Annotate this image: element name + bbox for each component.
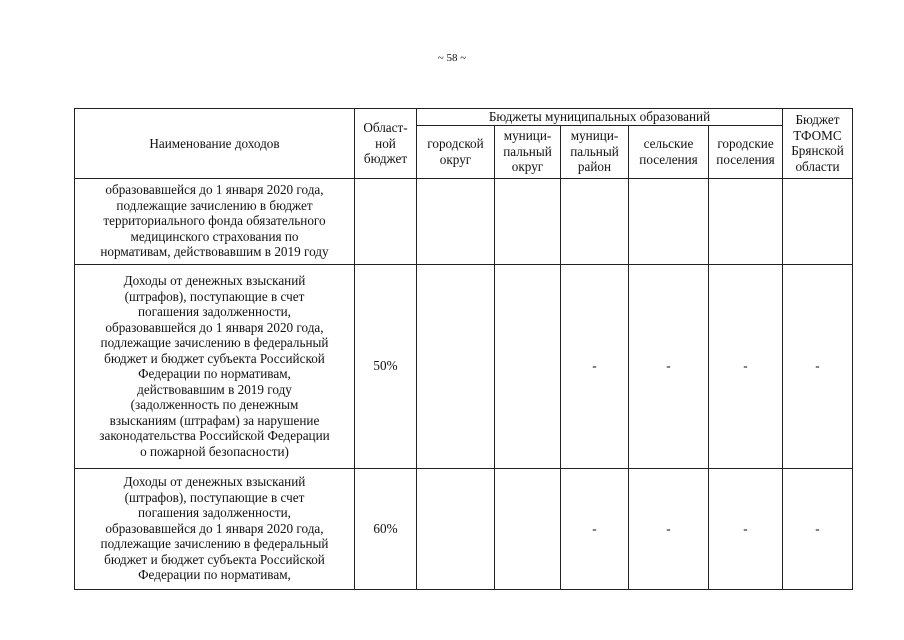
- header-regional-budget: Област- ной бюджет: [355, 109, 417, 179]
- income-name-cell: Доходы от денежных взысканий (штрафов), поступающие в счет погашения задолженности, образовавшейся до 1 января 2020 года, подлежащие зачислению в федеральный бюджет и бюджет субъекта Российской Федерации по нормативам, действовавшим в 2019 году (задолженность по денежным взысканиям (штрафам) за нарушение законодательства Российской Федерации о пожарной безопасности): [75, 264, 355, 468]
- income-distribution-table: [74, 108, 853, 590]
- rural-settlements-cell: [629, 178, 709, 264]
- urban-settlements-cell: -: [709, 468, 783, 589]
- header-municipal-rayon: муници- пальный район: [561, 125, 629, 178]
- header-rural-settlements: сельские поселения: [629, 125, 709, 178]
- regional-cell: 60%: [355, 468, 417, 589]
- header-city-district: городской округ: [417, 125, 495, 178]
- income-name-cell: образовавшейся до 1 января 2020 года, подлежащие зачислению в бюджет территориального фонда обязательного медицинского страхования по нормативам, действовавшим в 2019 году: [75, 178, 355, 264]
- income-name-cell: Доходы от денежных взысканий (штрафов), поступающие в счет погашения задолженности, образовавшейся до 1 января 2020 года, подлежащие зачислению в федеральный бюджет и бюджет субъекта Российской Федерации по нормативам,: [75, 468, 355, 589]
- municipal-okrug-cell: [495, 178, 561, 264]
- table-row: [75, 264, 853, 468]
- municipal-rayon-cell: [561, 178, 629, 264]
- header-tfoms-budget: Бюджет ТФОМС Брянской области: [783, 109, 853, 179]
- regional-cell: [355, 178, 417, 264]
- header-municipal-okrug: муници- пальный округ: [495, 125, 561, 178]
- tfoms-cell: -: [783, 468, 853, 589]
- municipal-okrug-cell: [495, 264, 561, 468]
- table-row: [75, 468, 853, 589]
- header-urban-settlements: городские поселения: [709, 125, 783, 178]
- municipal-rayon-cell: -: [561, 468, 629, 589]
- regional-cell: 50%: [355, 264, 417, 468]
- city-district-cell: [417, 468, 495, 589]
- table-row: [75, 178, 853, 264]
- tfoms-cell: [783, 178, 853, 264]
- page-number: ~ 58 ~: [437, 52, 467, 64]
- rural-settlements-cell: -: [629, 264, 709, 468]
- rural-settlements-cell: -: [629, 468, 709, 589]
- municipal-rayon-cell: -: [561, 264, 629, 468]
- header-municipal-budgets: Бюджеты муниципальных образований: [417, 109, 783, 126]
- municipal-okrug-cell: [495, 468, 561, 589]
- header-income-name: Наименование доходов: [75, 109, 355, 179]
- tfoms-cell: -: [783, 264, 853, 468]
- header-row-group: [75, 109, 853, 126]
- urban-settlements-cell: -: [709, 264, 783, 468]
- city-district-cell: [417, 178, 495, 264]
- urban-settlements-cell: [709, 178, 783, 264]
- city-district-cell: [417, 264, 495, 468]
